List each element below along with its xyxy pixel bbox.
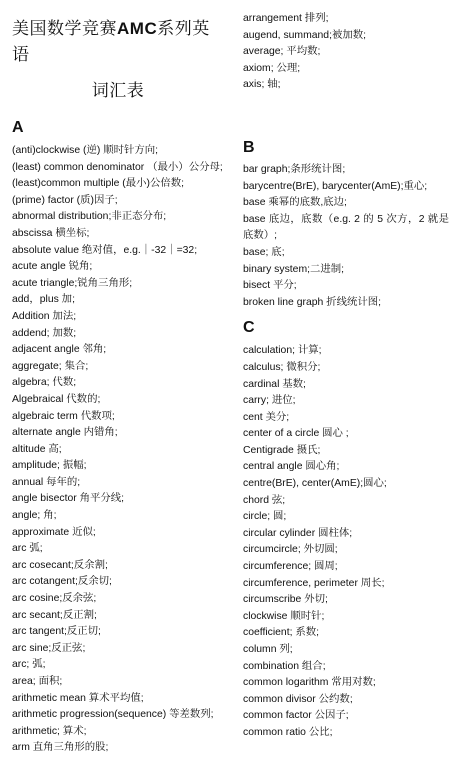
glossary-entry: bar graph;条形统计图;	[243, 163, 346, 175]
section-heading-a: A	[12, 119, 24, 136]
glossary-entry: arc cosecant;反余割;	[12, 559, 108, 571]
glossary-entry: Addition 加法;	[12, 310, 77, 322]
glossary-entry: (anti)clockwise (逆) 顺时针方向;	[12, 145, 159, 156]
glossary-entry: axis; 轴;	[243, 79, 281, 91]
glossary-entry: common factor 公因子;	[243, 710, 349, 722]
glossary-entry: alternate angle 内错角;	[12, 427, 118, 439]
glossary-entry: annual 每年的;	[12, 476, 81, 488]
glossary-entry: base; 底;	[243, 246, 285, 258]
glossary-entry: bisect 平分;	[243, 280, 297, 292]
glossary-entry: calculation; 计算;	[243, 345, 322, 357]
glossary-entry: calculus; 微积分;	[243, 361, 321, 373]
glossary-entry: arithmetic; 算术;	[12, 725, 87, 737]
glossary-entry: center of a circle 圆心 ;	[243, 428, 349, 440]
glossary-entry: abscissa 横坐标;	[12, 227, 90, 239]
glossary-entry: altitude 高;	[12, 443, 62, 455]
glossary-entry: (prime) factor (质)因子;	[12, 194, 118, 206]
glossary-entry: algebra; 代数;	[12, 377, 77, 389]
glossary-entry: broken line graph 折线统计图;	[243, 296, 382, 308]
glossary-list-a-continued	[243, 11, 449, 94]
title-part-1: 美国数学竞赛	[12, 19, 117, 38]
section-heading-c: C	[243, 319, 255, 337]
section-heading-b: B	[243, 138, 255, 156]
glossary-entry: arrangement 排列;	[243, 13, 329, 24]
glossary-entry: circumscribe 外切;	[243, 594, 328, 606]
glossary-entry: adjacent angle 邻角;	[12, 344, 107, 356]
glossary-entry: augend, summand;被加数;	[243, 29, 367, 41]
glossary-entry: binary system;二进制;	[243, 263, 345, 275]
glossary-entry: abnormal distribution;非正态分布;	[12, 211, 167, 223]
glossary-entry: coefficient; 系数;	[243, 627, 320, 639]
glossary-entry: arc cosine;反余弦;	[12, 593, 97, 605]
glossary-entry: barycentre(BrE), barycenter(AmE);重心;	[243, 180, 428, 192]
glossary-entry: acute triangle;锐角三角形;	[12, 277, 133, 289]
glossary-entry: common logarithm 常用对数;	[243, 677, 376, 689]
glossary-entry: average; 平均数;	[243, 46, 321, 58]
glossary-entry: circumference, perimeter 周长;	[243, 577, 385, 589]
document-title	[12, 16, 224, 68]
glossary-entry: circumference; 圆周;	[243, 561, 338, 573]
glossary-entry: common ratio 公比;	[243, 726, 333, 738]
glossary-entry: arm 直角三角形的股;	[12, 742, 109, 754]
glossary-entry: algebraic term 代数项;	[12, 410, 115, 422]
glossary-entry: common divisor 公约数;	[243, 693, 353, 705]
title-part-amc: AMC	[117, 19, 158, 38]
glossary-entry: cent 美分;	[243, 411, 290, 423]
glossary-list-b	[243, 162, 449, 311]
glossary-entry: addend; 加数;	[12, 327, 77, 339]
glossary-entry: chord 弦;	[243, 494, 286, 506]
glossary-entry: circumcircle; 外切圆;	[243, 544, 338, 556]
title-part-2: 系列英语	[12, 19, 210, 64]
glossary-entry: axiom; 公理;	[243, 62, 301, 74]
right-column	[243, 11, 449, 742]
glossary-entry: Algebraical 代数的;	[12, 393, 101, 405]
glossary-entry: Centigrade 摄氏;	[243, 444, 321, 456]
glossary-entry: carry; 进位;	[243, 395, 296, 407]
glossary-entry: base 乘幂的底数,底边;	[243, 197, 347, 209]
glossary-entry: arc 弧;	[12, 543, 43, 555]
glossary-entry: arithmetic progression(sequence) 等差数列;	[12, 709, 214, 721]
glossary-list-a	[12, 143, 224, 757]
glossary-entry: column 列;	[243, 644, 293, 655]
glossary-entry: arc tangent;反正切;	[12, 626, 101, 638]
glossary-entry: angle bisector 角平分线;	[12, 493, 125, 505]
glossary-entry: clockwise 顺时针;	[243, 610, 325, 622]
glossary-entry: arc secant;反正割;	[12, 609, 97, 621]
glossary-entry: arc cotangent;反余切;	[12, 576, 112, 588]
glossary-entry: absolute value 绝对值，e.g.｜-32｜=32;	[12, 244, 198, 256]
glossary-entry: arc; 弧;	[12, 659, 46, 671]
glossary-entry: cardinal 基数;	[243, 378, 306, 390]
glossary-entry: approximate 近似;	[12, 526, 96, 538]
glossary-list-c	[243, 343, 449, 741]
glossary-entry: circular cylinder 圆柱体;	[243, 527, 353, 539]
glossary-entry: add，plus 加;	[12, 294, 75, 306]
glossary-entry: amplitude; 振幅;	[12, 460, 87, 472]
glossary-entry: angle; 角;	[12, 510, 57, 522]
glossary-entry: aggregate; 集合;	[12, 360, 89, 372]
glossary-entry: (least)common multiple (最小)公倍数;	[12, 178, 185, 190]
glossary-entry: (least) common denominator （最小）公分母;	[12, 161, 223, 173]
glossary-entry: base 底边，底数（e.g. 2 的 5 次方，2 就是底数）;	[243, 213, 449, 242]
glossary-entry: arc sine;反正弦;	[12, 642, 86, 654]
glossary-entry: centre(BrE), center(AmE);圆心;	[243, 478, 387, 490]
glossary-entry: acute angle 锐角;	[12, 261, 93, 273]
glossary-entry: arithmetic mean 算术平均值;	[12, 692, 144, 704]
glossary-entry: circle; 圆;	[243, 511, 287, 523]
glossary-entry: area; 面积;	[12, 676, 63, 687]
glossary-entry: combination 组合;	[243, 660, 326, 672]
glossary-entry: central angle 圆心角;	[243, 461, 340, 473]
left-column	[12, 0, 224, 757]
document-title-line-2: 词汇表	[91, 81, 145, 100]
